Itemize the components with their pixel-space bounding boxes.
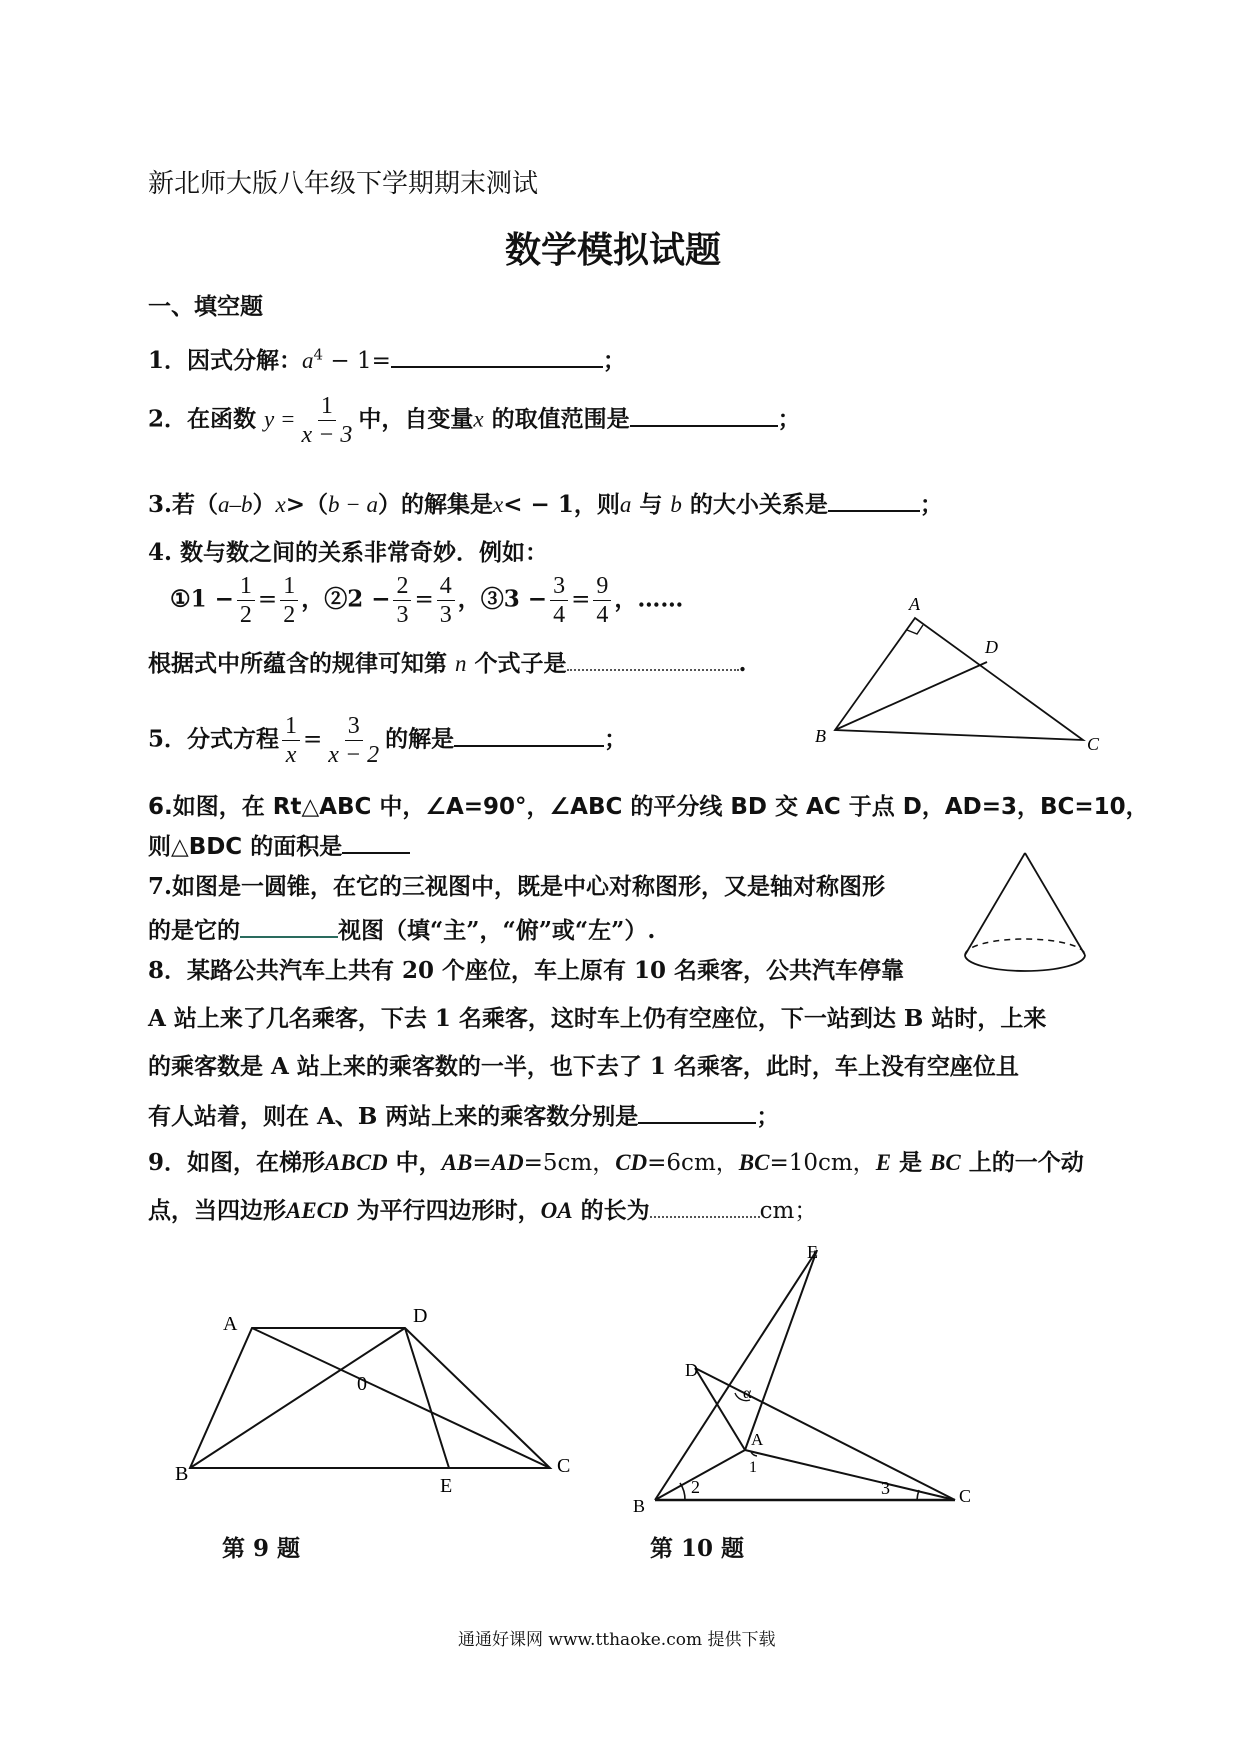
- fig10-label-3: 3: [881, 1478, 890, 1498]
- q3-text: 与: [631, 491, 671, 518]
- q3-var: x: [275, 492, 286, 517]
- q9-var: AD: [491, 1150, 524, 1175]
- q1-prefix: 1．因式分解：: [148, 347, 303, 374]
- q4-numerator: 9: [593, 572, 611, 601]
- q4-fraction: [393, 572, 411, 629]
- fig9-label-d: D: [413, 1305, 428, 1327]
- q4-numerator: 1: [237, 572, 255, 601]
- q9-text: 是: [891, 1149, 931, 1176]
- q9-answer-blank[interactable]: [650, 1194, 760, 1218]
- q7-text: 视图（填“主”，“俯”或“左”）.: [338, 917, 656, 944]
- q4-equals: =: [414, 586, 434, 613]
- q4-example-label: ，③3 −: [457, 585, 548, 613]
- q7-answer-blank[interactable]: [240, 910, 338, 938]
- fig9-label-c: C: [557, 1455, 571, 1477]
- q4-fraction: [593, 572, 611, 629]
- q6-answer-blank[interactable]: [342, 826, 410, 854]
- q1-answer-blank[interactable]: [391, 340, 603, 368]
- q5-numerator: 1: [282, 712, 300, 741]
- fig10-label-2: 2: [691, 1477, 700, 1497]
- q1-base: a: [302, 348, 314, 373]
- q3-text: >（: [285, 491, 329, 518]
- q6-text: 则△BDC 的面积是: [148, 834, 343, 860]
- q9-var: CD: [615, 1150, 648, 1175]
- q2-y: y =: [264, 406, 296, 432]
- q4-fraction: [437, 572, 455, 629]
- question-7-line2: [148, 910, 655, 945]
- figure-9-trapezoid: [165, 1300, 585, 1500]
- q2-answer-blank[interactable]: [630, 399, 778, 427]
- q2-denominator: x − 3: [301, 422, 353, 448]
- section-heading: 一、填空题: [148, 293, 263, 320]
- q4-numerator: 2: [393, 572, 411, 601]
- q9-var: BC: [930, 1150, 961, 1175]
- triangle-abc-figure: [815, 590, 1115, 760]
- q9-text: =6cm，: [647, 1150, 739, 1176]
- question-8-line3: 的乘客数是 A 站上来的乘客数的一半，也下去了 1 名乘客，此时，车上没有空座位且: [148, 1053, 1019, 1080]
- question-3: [148, 484, 943, 519]
- q3-expr: b − a: [328, 492, 379, 517]
- q3-expr: a–b: [218, 492, 253, 517]
- q9-var: OA: [540, 1198, 573, 1223]
- question-9-line1: [148, 1144, 1084, 1177]
- q1-exponent: 4: [313, 345, 324, 364]
- q7-text: 的是它的: [148, 917, 240, 944]
- q4-ellipsis: ，……: [614, 585, 684, 613]
- q9-var: BC: [738, 1150, 770, 1175]
- q9-var: AECD: [286, 1198, 349, 1223]
- q3-answer-blank[interactable]: [828, 484, 920, 512]
- q4-equals: =: [257, 586, 278, 613]
- question-8-line1: 8．某路公共汽车上共有 20 个座位，车上原有 10 名乘客，公共汽车停靠: [148, 957, 905, 984]
- q4-end: .: [738, 650, 747, 677]
- question-6-line2: [148, 826, 410, 861]
- q3-var: x: [493, 492, 504, 517]
- question-2: [148, 392, 801, 449]
- q5-suffix: 的解是: [385, 725, 455, 753]
- q4-denominator: 4: [553, 602, 566, 628]
- fig10-label-alpha: α: [743, 1385, 752, 1402]
- q8-end: ；: [756, 1103, 780, 1130]
- cone-figure: [955, 845, 1095, 985]
- q2-var: x: [473, 406, 484, 432]
- fig9-label-a: A: [223, 1313, 238, 1335]
- q9-text: 点，当四边形: [148, 1197, 286, 1224]
- q2-mid: 中，自变量: [358, 405, 474, 433]
- q4-rule-text: 根据式中所蕴含的规律可知第: [148, 650, 456, 677]
- q9-var: AB: [441, 1150, 473, 1175]
- q2-fraction: [299, 392, 356, 449]
- q4-denominator: 3: [439, 602, 452, 628]
- question-8-line2: A 站上来了几名乘客，下去 1 名乘客，这时车上仍有空座位，下一站到达 B 站时，上来: [148, 1005, 1047, 1032]
- fig10-label-a: A: [751, 1430, 764, 1449]
- q2-suffix: 的取值范围是: [483, 405, 630, 433]
- q9-unit: cm；: [759, 1198, 818, 1224]
- fig10-label-e: E: [807, 1242, 818, 1262]
- q9-var: ABCD: [325, 1150, 388, 1175]
- page-footer: 通通好课网 www.tthaoke.com 提供下载: [458, 1630, 776, 1650]
- q1-rest: − 1=: [323, 348, 391, 374]
- q4-example-label: ①1 −: [170, 585, 234, 613]
- figure-label-c: C: [1087, 734, 1100, 754]
- q4-numerator: 3: [550, 572, 568, 601]
- figure-label-d: D: [985, 637, 998, 657]
- fig10-label-c: C: [959, 1486, 972, 1506]
- q5-end: ；: [604, 725, 628, 753]
- fig10-label-d: D: [685, 1360, 698, 1380]
- q9-text: 上的一个动: [960, 1149, 1084, 1176]
- question-7-line1: 7.如图是一圆锥，在它的三视图中，既是中心对称图形，又是轴对称图形: [148, 873, 886, 900]
- figure-10-caption: 第 10 题: [650, 1535, 745, 1562]
- q5-fraction: [282, 712, 300, 769]
- q5-fraction: [325, 712, 382, 769]
- question-4-rule: [148, 645, 747, 678]
- q4-rule-text: 个式子是: [466, 650, 567, 677]
- q4-equals: =: [571, 586, 591, 613]
- q5-numerator: 3: [345, 712, 363, 741]
- q3-text: ）的解集是: [378, 491, 494, 518]
- question-1: [148, 340, 626, 375]
- q4-answer-blank[interactable]: [567, 647, 739, 671]
- question-5: [148, 712, 627, 769]
- q2-numerator: 1: [318, 392, 336, 421]
- q5-denominator: x − 2: [328, 742, 380, 768]
- q5-equals: =: [303, 726, 323, 753]
- question-4-intro: 4. 数与数之间的关系非常奇妙．例如：: [148, 539, 549, 566]
- q2-prefix: 2．在函数: [148, 405, 265, 433]
- q3-var: b: [670, 492, 682, 517]
- q3-text: 3.若（: [148, 491, 219, 518]
- q8-answer-blank[interactable]: [638, 1096, 756, 1124]
- q1-end: ；: [602, 347, 626, 374]
- q3-text: < − 1，则: [503, 491, 620, 518]
- q9-text: =: [472, 1150, 492, 1176]
- figure-9-caption: 第 9 题: [222, 1535, 301, 1562]
- figure-10: [625, 1240, 985, 1520]
- exam-title: 数学模拟试题: [505, 229, 722, 271]
- figure-label-b: B: [815, 726, 826, 746]
- q2-end: ；: [777, 405, 801, 433]
- q5-prefix: 5．分式方程: [148, 725, 280, 753]
- q5-answer-blank[interactable]: [454, 719, 604, 747]
- q4-denominator: 4: [596, 602, 609, 628]
- q4-denominator: 2: [239, 602, 252, 628]
- q4-fraction: [280, 572, 298, 629]
- q9-text: 9．如图，在梯形: [148, 1149, 326, 1176]
- q9-text: =5cm，: [523, 1150, 616, 1176]
- q4-numerator: 1: [280, 572, 298, 601]
- fig9-label-b: B: [175, 1463, 189, 1485]
- q5-denominator: x: [285, 742, 297, 768]
- q4-denominator: 3: [396, 602, 409, 628]
- question-4-examples: [170, 572, 683, 629]
- q4-fraction: [550, 572, 568, 629]
- q4-fraction: [237, 572, 255, 629]
- q3-end: ；: [919, 491, 943, 518]
- q9-text: 为平行四边形时，: [348, 1197, 541, 1224]
- q4-example-label: ，②2 −: [301, 585, 391, 613]
- q9-text: =10cm，: [769, 1150, 876, 1176]
- fig9-label-o: 0: [357, 1373, 367, 1395]
- q4-numerator: 4: [437, 572, 455, 601]
- q3-text: 的大小关系是: [681, 491, 828, 518]
- question-9-line2: [148, 1192, 817, 1225]
- question-6-line1: 6.如图，在 Rt△ABC 中，∠A=90°，∠ABC 的平分线 BD 交 AC 于点 D，AD=3，BC=10，: [148, 794, 1149, 820]
- q4-denominator: 2: [283, 602, 296, 628]
- figure-label-a: A: [909, 594, 920, 614]
- fig10-label-b: B: [633, 1496, 646, 1516]
- q3-var: a: [619, 492, 632, 517]
- exam-subtitle: 新北师大版八年级下学期期末测试: [148, 169, 539, 199]
- q8-text: 有人站着，则在 A、B 两站上来的乘客数分别是: [148, 1103, 639, 1130]
- q9-text: 的长为: [572, 1197, 650, 1224]
- fig10-label-1: 1: [749, 1459, 757, 1476]
- q9-text: 中，: [387, 1149, 442, 1176]
- q9-var: E: [875, 1150, 892, 1175]
- fig9-label-e: E: [440, 1475, 453, 1497]
- q3-text: ）: [252, 491, 276, 518]
- question-8-line4: [148, 1096, 779, 1131]
- q4-var: n: [455, 651, 467, 676]
